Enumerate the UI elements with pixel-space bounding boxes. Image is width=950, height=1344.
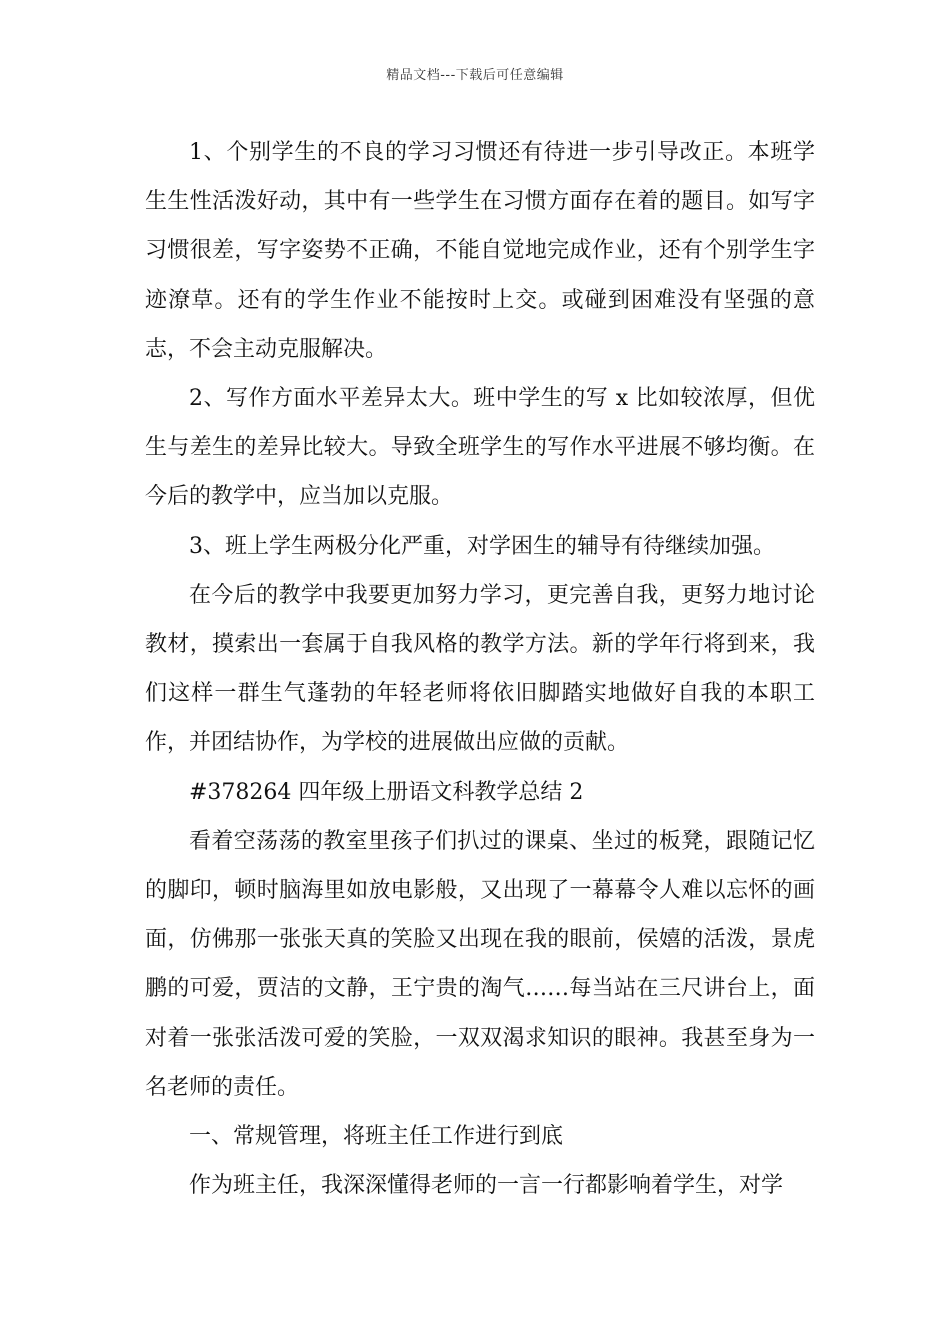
paragraph-polarization: 3、班上学生两极分化严重，对学困生的辅导有待继续加强。 <box>189 533 775 559</box>
document-body <box>145 128 815 1210</box>
paragraph-habits: 1、个别学生的不良的学习习惯还有待进一步引导改正。本班学生生性活泼好动，其中有一些学生在习惯方面存在着的题目。如写字习惯很差，写字姿势不正确，不能自觉地完成作业，还有个别学生字迹潦草。还有的学生作业不能按时上交。或碰到困难没有坚强的意志，不会主动克服解决。 <box>145 140 815 362</box>
paragraph-writing: 2、写作方面水平差异太大。班中学生的写 x 比如较浓厚，但优生与差生的差异比较大。导致全班学生的写作水平进展不够均衡。在今后的教学中，应当加以克服。 <box>145 386 815 510</box>
paragraph-memories: 看着空荡荡的教室里孩子们扒过的课桌、坐过的板凳，跟随记忆的脚印，顿时脑海里如放电影般，又出现了一幕幕令人难以忘怀的画面，仿佛那一张张天真的笑脸又出现在我的眼前，侯嬉的活泼，景虎鹏的可爱，贾洁的文静，王宁贵的淘气……每当站在三尺讲台上，面对着一张张活泼可爱的笑脸，一双双渴求知识的眼神。我甚至身为一名老师的责任。 <box>145 828 815 1100</box>
paragraph-future-plan: 在今后的教学中我要更加努力学习，更完善自我，更努力地讨论教材，摸索出一套属于自我风格的教学方法。新的学年行将到来，我们这样一群生气蓬勃的年轻老师将依旧脚踏实地做好自我的本职工作，并团结协作，为学校的进展做出应做的贡献。 <box>145 582 815 756</box>
section-heading: #378264 四年级上册语文科教学总结 2 <box>189 779 584 805</box>
subsection-heading: 一、常规管理，将班主任工作进行到底 <box>189 1124 564 1150</box>
paragraph-head-teacher: 作为班主任，我深深懂得老师的一言一行都影响着学生，对学 <box>189 1173 784 1199</box>
page-header: 精品文档---下载后可任意编辑 <box>386 68 564 83</box>
